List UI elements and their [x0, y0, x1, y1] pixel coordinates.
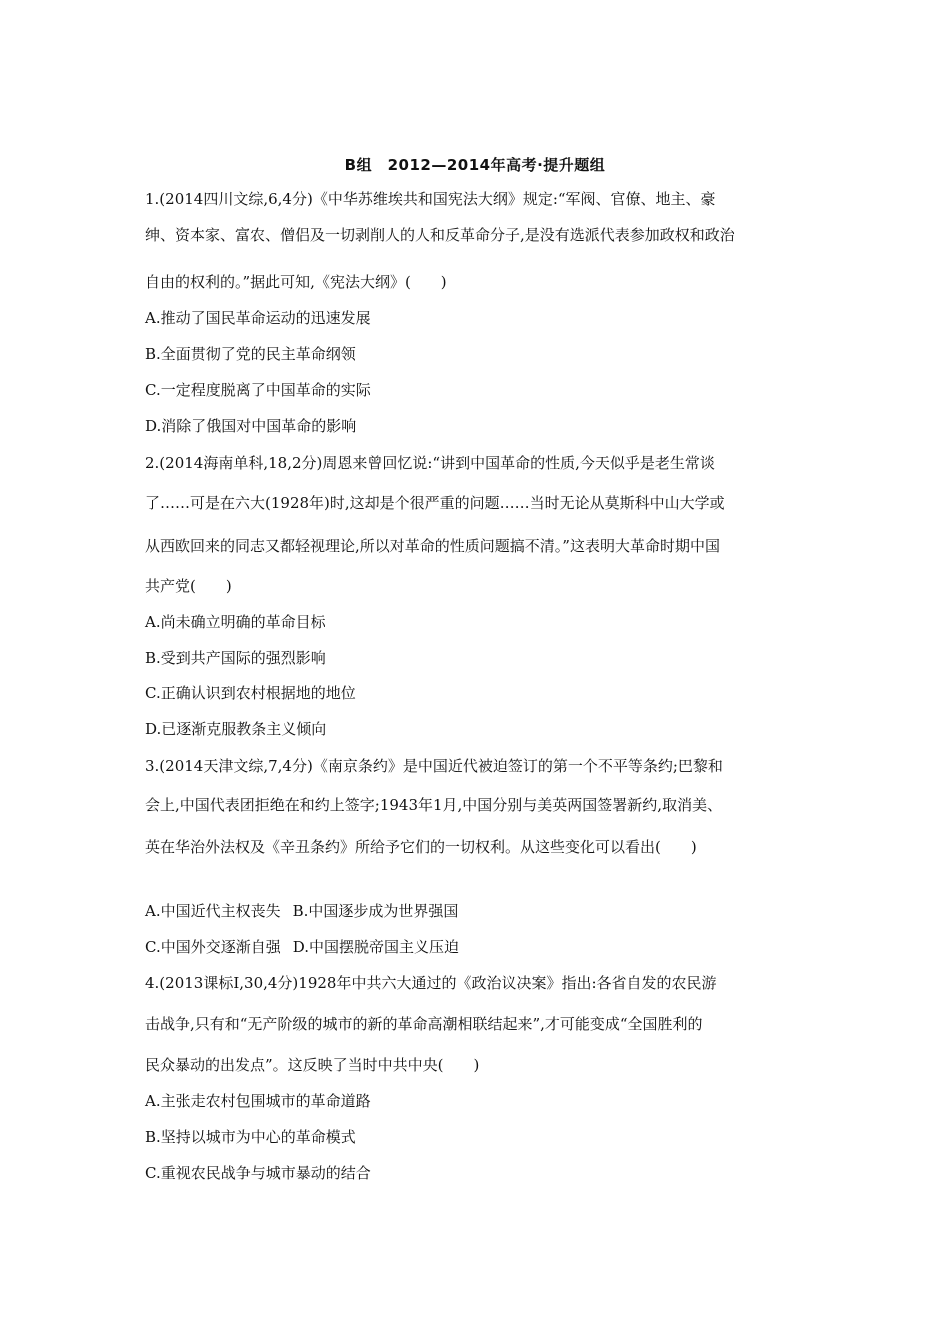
question-3-line-2: 会上,中国代表团拒绝在和约上签字;1943年1月,中国分别与美英两国签署新约,取消美、: [145, 796, 723, 814]
question-2-option-d: D.已逐渐克服教条主义倾向: [145, 720, 327, 738]
question-2-option-c: C.正确认识到农村根据地的地位: [145, 684, 356, 702]
question-3-line-1: 3.(2014天津文综,7,4分)《南京条约》是中国近代被迫签订的第一个不平等条约;巴黎和: [145, 757, 723, 775]
question-1-option-a: A.推动了国民革命运动的迅速发展: [145, 309, 371, 327]
question-3-options-row-2: [145, 934, 459, 960]
question-3-option-c: C.中国外交逐渐自强: [145, 938, 281, 956]
question-4-option-c: C.重视农民战争与城市暴动的结合: [145, 1164, 371, 1182]
question-1-option-d: D.消除了俄国对中国革命的影响: [145, 417, 357, 435]
question-2-line-2: 了……可是在六大(1928年)时,这却是个很严重的问题……当时无论从莫斯科中山大学或: [145, 494, 725, 512]
question-2-line-4: 共产党( ): [145, 577, 232, 595]
question-1-option-b: B.全面贯彻了党的民主革命纲领: [145, 345, 356, 363]
question-2-line-3: 从西欧回来的同志又都轻视理论,所以对革命的性质问题搞不清。”这表明大革命时期中国: [145, 537, 720, 555]
question-3-option-b: B.中国逐步成为世界强国: [292, 902, 459, 920]
question-1-line-2: 绅、资本家、富农、僧侣及一切剥削人的人和反革命分子,是没有选派代表参加政权和政治: [145, 226, 735, 244]
question-1-option-c: C.一定程度脱离了中国革命的实际: [145, 381, 371, 399]
question-4-option-b: B.坚持以城市为中心的革命模式: [145, 1128, 356, 1146]
question-3-option-a: A.中国近代主权丧失: [145, 902, 281, 920]
question-4-option-a: A.主张走农村包围城市的革命道路: [145, 1092, 371, 1110]
question-3-line-3: 英在华治外法权及《辛丑条约》所给予它们的一切权利。从这些变化可以看出( ): [145, 838, 697, 856]
question-4-line-2: 击战争,只有和“无产阶级的城市的新的革命高潮相联结起来”,才可能变成“全国胜利的: [145, 1015, 703, 1033]
question-4-line-3: 民众暴动的出发点”。这反映了当时中共中央( ): [145, 1056, 480, 1074]
question-2-option-a: A.尚未确立明确的革命目标: [145, 613, 326, 631]
section-title: B组 2012—2014年高考·提升题组: [344, 156, 606, 174]
question-1-line-3: 自由的权利的。”据此可知,《宪法大纲》( ): [145, 273, 447, 291]
question-1-line-1: 1.(2014四川文综,6,4分)《中华苏维埃共和国宪法大纲》规定:“军阀、官僚、地主、豪: [145, 190, 716, 208]
question-2-option-b: B.受到共产国际的强烈影响: [145, 649, 326, 667]
question-4-line-1: 4.(2013课标Ⅰ,30,4分)1928年中共六大通过的《政治议决案》指出:各省自发的农民游: [145, 974, 717, 992]
question-2-line-1: 2.(2014海南单科,18,2分)周恩来曾回忆说:“讲到中国革命的性质,今天似乎是老生常谈: [145, 454, 715, 472]
question-3-options-row-1: [145, 898, 458, 924]
question-3-option-d: D.中国摆脱帝国主义压迫: [292, 938, 459, 956]
